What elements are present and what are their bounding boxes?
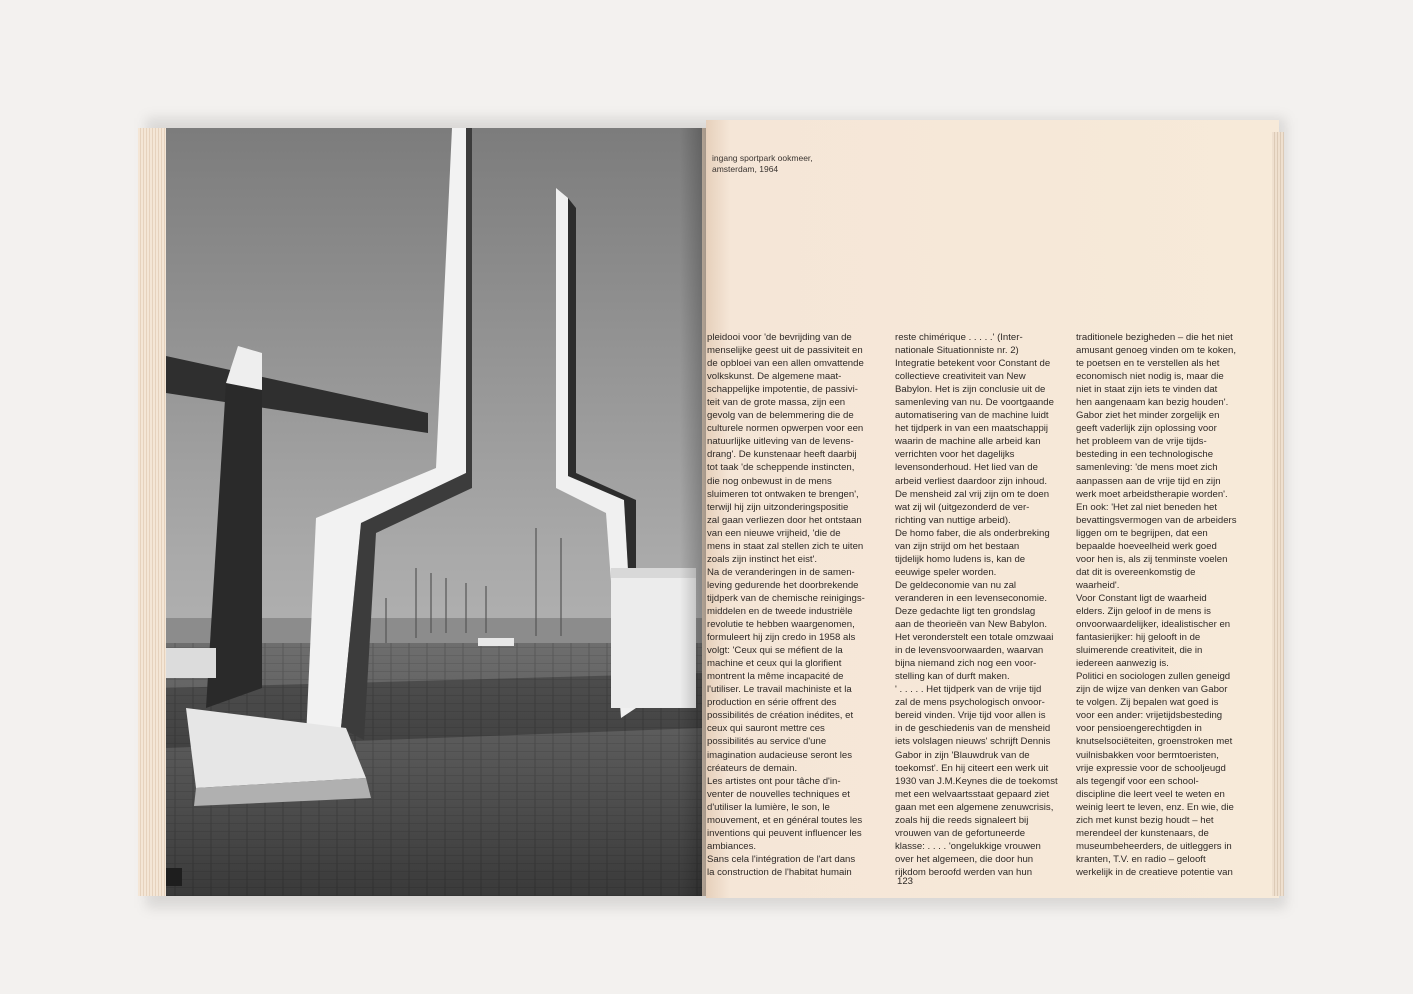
text-line: pleidooi voor 'de bevrijding van de bbox=[707, 332, 852, 343]
text-line: middelen en de tweede industriële bbox=[707, 605, 853, 617]
text-line: iets volslagen nieuws' schrijft Dennis bbox=[895, 736, 1051, 748]
text-line: als tegengif voor een school- bbox=[1076, 775, 1199, 787]
text-line: arbeid verliest daardoor zijn inhoud. bbox=[895, 475, 1047, 487]
text-line: volkskunst. De algemene maat- bbox=[707, 371, 842, 383]
text-line: vrije expressie voor de schooljeugd bbox=[1076, 762, 1226, 774]
text-line: discipline die leert veel te weten en bbox=[1076, 788, 1225, 800]
text-line: hen aangenaam kan bezig houden'. bbox=[1076, 397, 1229, 409]
text-line: niet in staat zijn iets te vinden dat bbox=[1076, 384, 1218, 396]
text-line: fantasierijker: hij gelooft in de bbox=[1076, 632, 1201, 644]
text-line: voor pensioengerechtigden in bbox=[1076, 723, 1202, 735]
text-line: zal gaan verliezen door het ontstaan bbox=[707, 514, 862, 526]
page-number: 123 bbox=[897, 876, 914, 887]
text-line: nationale Situationniste nr. 2) bbox=[895, 345, 1019, 357]
text-line: Politici en sociologen zullen geneigd bbox=[1076, 671, 1231, 683]
right-page-edges bbox=[1272, 132, 1284, 896]
text-line: zoals hij die reeds signaleert bij bbox=[895, 814, 1029, 826]
text-line: waarin de machine alle arbeid kan bbox=[895, 436, 1041, 448]
text-line: klasse: . . . . 'ongelukkige vrouwen bbox=[895, 840, 1041, 852]
text-line: l'utiliser. Le travail machiniste et la bbox=[707, 684, 852, 696]
text-line: onvoorwaardelijker, idealistischer en bbox=[1076, 619, 1231, 631]
text-line: terwijl hij zijn uitzonderingspositie bbox=[707, 501, 849, 513]
text-line: bereid vinden. Vrije tijd voor allen is bbox=[895, 710, 1046, 722]
text-line: créateurs de demain. bbox=[707, 762, 798, 774]
text-line: knutselsociëteiten, groenstroken met bbox=[1076, 736, 1233, 748]
text-line: imagination audacieuse seront les bbox=[707, 749, 853, 761]
text-line: liggen om te begrijpen, dat een bbox=[1076, 527, 1208, 539]
text-line: sluimeren tot ontwaken te brengen', bbox=[707, 488, 859, 500]
text-line: ambiances. bbox=[707, 840, 757, 852]
text-line: revolutie te hebben waargenomen, bbox=[707, 619, 855, 631]
text-line: eeuwige speler worden. bbox=[895, 566, 997, 578]
text-line: Voor Constant ligt de waarheid bbox=[1076, 592, 1207, 604]
text-line: collectieve creativiteit van New bbox=[895, 371, 1026, 383]
text-line: formuleert hij zijn credo in 1958 als bbox=[707, 632, 856, 644]
text-line: in de levensvoorwaarden, waarvan bbox=[895, 645, 1044, 657]
text-line: Na de veranderingen in de samen- bbox=[707, 566, 855, 578]
text-line: te volgen. Zij bepalen wat goed is bbox=[1076, 697, 1219, 709]
text-line: Gabor ziet het minder zorgelijk en bbox=[1076, 410, 1220, 422]
text-line: gevolg van de belemmering die de bbox=[707, 410, 854, 422]
spine-shadow bbox=[680, 128, 706, 896]
text-line: samenleving van nu. De voortgaande bbox=[895, 397, 1054, 409]
text-line: production en série offrent des bbox=[707, 697, 837, 709]
text-line: rijkdom beroofd werden van hun bbox=[895, 866, 1033, 878]
text-line: voor hen is, als zij tenminste voelen bbox=[1076, 553, 1228, 565]
text-line: ceux qui sauront mettre ces bbox=[707, 723, 825, 735]
text-line: bevattingsvermogen van de arbeiders bbox=[1076, 514, 1237, 526]
text-line: vrouwen van de gefortuneerde bbox=[895, 827, 1026, 839]
text-line: tot taak 'de scheppende instincten, bbox=[707, 462, 855, 474]
text-line: tijdperk van de chemische reinigings- bbox=[707, 592, 865, 604]
text-line: aan de theorieën van New Babylon. bbox=[895, 619, 1048, 631]
text-line: Sans cela l'intégration de l'art dans bbox=[707, 853, 856, 865]
text-line: culturele normen opwerpen voor een bbox=[707, 423, 864, 435]
text-line: zoals zijn instinct het eist'. bbox=[707, 553, 818, 565]
text-line: het tijdperk in van een maatschappij bbox=[895, 423, 1049, 435]
text-line: drang'. De kunstenaar heeft daarbij bbox=[707, 449, 857, 461]
text-column-3 bbox=[1076, 331, 1237, 879]
text-line: menselijke geest uit de passiviteit en bbox=[707, 345, 863, 357]
text-line: geeft vaderlijk zijn oplossing voor bbox=[1076, 423, 1217, 435]
text-line: in de geschiedenis van de mensheid bbox=[895, 723, 1051, 735]
caption-line: amsterdam, 1964 bbox=[712, 164, 779, 174]
text-line: bijna niemand zich nog een voor- bbox=[895, 658, 1037, 670]
photo-caption bbox=[712, 153, 892, 175]
text-line: mouvement, et en général toutes les bbox=[707, 814, 863, 826]
text-line: natuurlijke uitleving van de levens- bbox=[707, 436, 854, 448]
text-line: Les artistes ont pour tâche d'in- bbox=[707, 775, 841, 787]
text-line: van zijn strijd om het bestaan bbox=[895, 540, 1020, 552]
text-line: werk moet arbeidstherapie worden'. bbox=[1076, 488, 1228, 500]
text-line: waarheid'. bbox=[1076, 579, 1120, 591]
text-line: samenleving: 'de mens moet zich bbox=[1076, 462, 1218, 474]
text-column-1 bbox=[707, 331, 865, 879]
text-line: met een welvaartsstaat gepaard ziet bbox=[895, 788, 1050, 800]
text-column-2 bbox=[895, 331, 1058, 879]
text-line: venter de nouvelles techniques et bbox=[707, 788, 850, 800]
text-line: possibilités au service d'une bbox=[707, 736, 827, 748]
text-line: Integratie betekent voor Constant de bbox=[895, 358, 1051, 370]
text-line: verrichten voor het dagelijks bbox=[895, 449, 1015, 461]
text-line: zijn de wijze van denken van Gabor bbox=[1076, 684, 1228, 696]
text-line: toekomst'. En hij citeert een werk uit bbox=[895, 762, 1049, 774]
text-line: possibilités de création inédites, et bbox=[707, 710, 854, 722]
text-line: stelling kan of durft maken. bbox=[895, 671, 1010, 683]
text-line: Gabor in zijn 'Blauwdruk van de bbox=[895, 749, 1030, 761]
text-line: economisch niet nodig is, maar die bbox=[1076, 371, 1224, 383]
text-line: teit van de grote massa, zijn een bbox=[707, 397, 846, 409]
text-line: het probleem van de vrije tijds- bbox=[1076, 436, 1207, 448]
text-line: d'utiliser la lumière, le son, le bbox=[707, 801, 830, 813]
text-line: die nog onbewust in de mens bbox=[707, 475, 832, 487]
text-line: 1930 van J.M.Keynes die de toekomst bbox=[895, 775, 1058, 787]
text-line: volgt: 'Ceux qui se méfient de la bbox=[707, 645, 843, 657]
text-line: bepaalde hoeveelheid werk goed bbox=[1076, 540, 1217, 552]
text-line: zal de mens psychologisch onvoor- bbox=[895, 697, 1045, 709]
text-line: besteding in een technologische bbox=[1076, 449, 1214, 461]
text-line: voor een ander: vrijetijdsbesteding bbox=[1076, 710, 1223, 722]
text-line: werkelijk in de creatieve potentie van bbox=[1076, 866, 1233, 878]
text-line: reste chimérique . . . . .' (Inter- bbox=[895, 332, 1023, 343]
text-line: mens in staat zal stellen zich te uiten bbox=[707, 540, 864, 552]
text-line: te poetsen en te verstellen als het bbox=[1076, 358, 1220, 370]
text-line: De homo faber, die als onderbreking bbox=[895, 527, 1050, 539]
text-line: Het veronderstelt een totale omzwaai bbox=[895, 632, 1054, 644]
text-line: la construction de l'habitat humain bbox=[707, 866, 852, 878]
text-line: gaan met een algemene zenuwcrisis, bbox=[895, 801, 1054, 813]
text-line: richting van nuttige arbeid). bbox=[895, 514, 1011, 526]
text-line: merendeel der kunstenaars, de bbox=[1076, 827, 1209, 839]
text-line: levensonderhoud. Het lied van de bbox=[895, 462, 1038, 474]
text-line: Deze gedachte ligt ten grondslag bbox=[895, 605, 1036, 617]
text-line: veranderen in een levenseconomie. bbox=[895, 592, 1048, 604]
text-line: traditionele bezigheden – die het niet bbox=[1076, 332, 1233, 343]
text-line: automatisering van de machine luidt bbox=[895, 410, 1049, 422]
text-line: sluimerende creativiteit, die in bbox=[1076, 645, 1203, 657]
text-line: ' . . . . . Het tijdperk van de vrije tijd bbox=[895, 684, 1042, 696]
text-line: vuilnisbakken voor bermtoeristen, bbox=[1076, 749, 1219, 761]
left-page-edges bbox=[138, 128, 166, 896]
text-line: leving gedurende het doorbrekende bbox=[707, 579, 859, 591]
text-line: over het algemeen, die door hun bbox=[895, 853, 1034, 865]
text-line: wat zij wil (uitgezonderd de ver- bbox=[895, 501, 1030, 513]
text-line: montrent la même incapacité de bbox=[707, 671, 844, 683]
sculpture-photo bbox=[166, 128, 702, 896]
text-line: schappelijke impotentie, de passivi- bbox=[707, 384, 858, 396]
text-line: Babylon. Het is zijn conclusie uit de bbox=[895, 384, 1046, 396]
text-line: machine et ceux qui la glorifient bbox=[707, 658, 842, 670]
text-line: De mensheid zal vrij zijn om te doen bbox=[895, 488, 1050, 500]
text-line: aanpassen aan de vrije tijd en zijn bbox=[1076, 475, 1221, 487]
text-line: amusant genoeg vinden om te koken, bbox=[1076, 345, 1237, 357]
text-line: de opbloei van een allen omvattende bbox=[707, 358, 864, 370]
text-line: weinig leert te leven, enz. En wie, die bbox=[1076, 801, 1234, 813]
text-line: zich met kunst bezig houdt – het bbox=[1076, 814, 1214, 826]
text-line: museumbeheerders, de uitleggers in bbox=[1076, 840, 1232, 852]
text-line: elders. Zijn geloof in de mens is bbox=[1076, 605, 1211, 617]
text-line: van een nieuwe vrijheid, 'die de bbox=[707, 527, 841, 539]
text-line: tijdelijk homo ludens is, kan de bbox=[895, 553, 1026, 565]
text-line: iedereen aanwezig is. bbox=[1076, 658, 1169, 670]
text-line: En ook: 'Het zal niet beneden het bbox=[1076, 501, 1218, 513]
text-line: dat dit is overeenkomstig de bbox=[1076, 566, 1196, 578]
text-line: De geldeconomie van nu zal bbox=[895, 579, 1017, 591]
text-line: inventions qui peuvent influencer les bbox=[707, 827, 862, 839]
caption-line: ingang sportpark ookmeer, bbox=[712, 153, 813, 163]
text-line: kranten, T.V. en radio – gelooft bbox=[1076, 853, 1206, 865]
